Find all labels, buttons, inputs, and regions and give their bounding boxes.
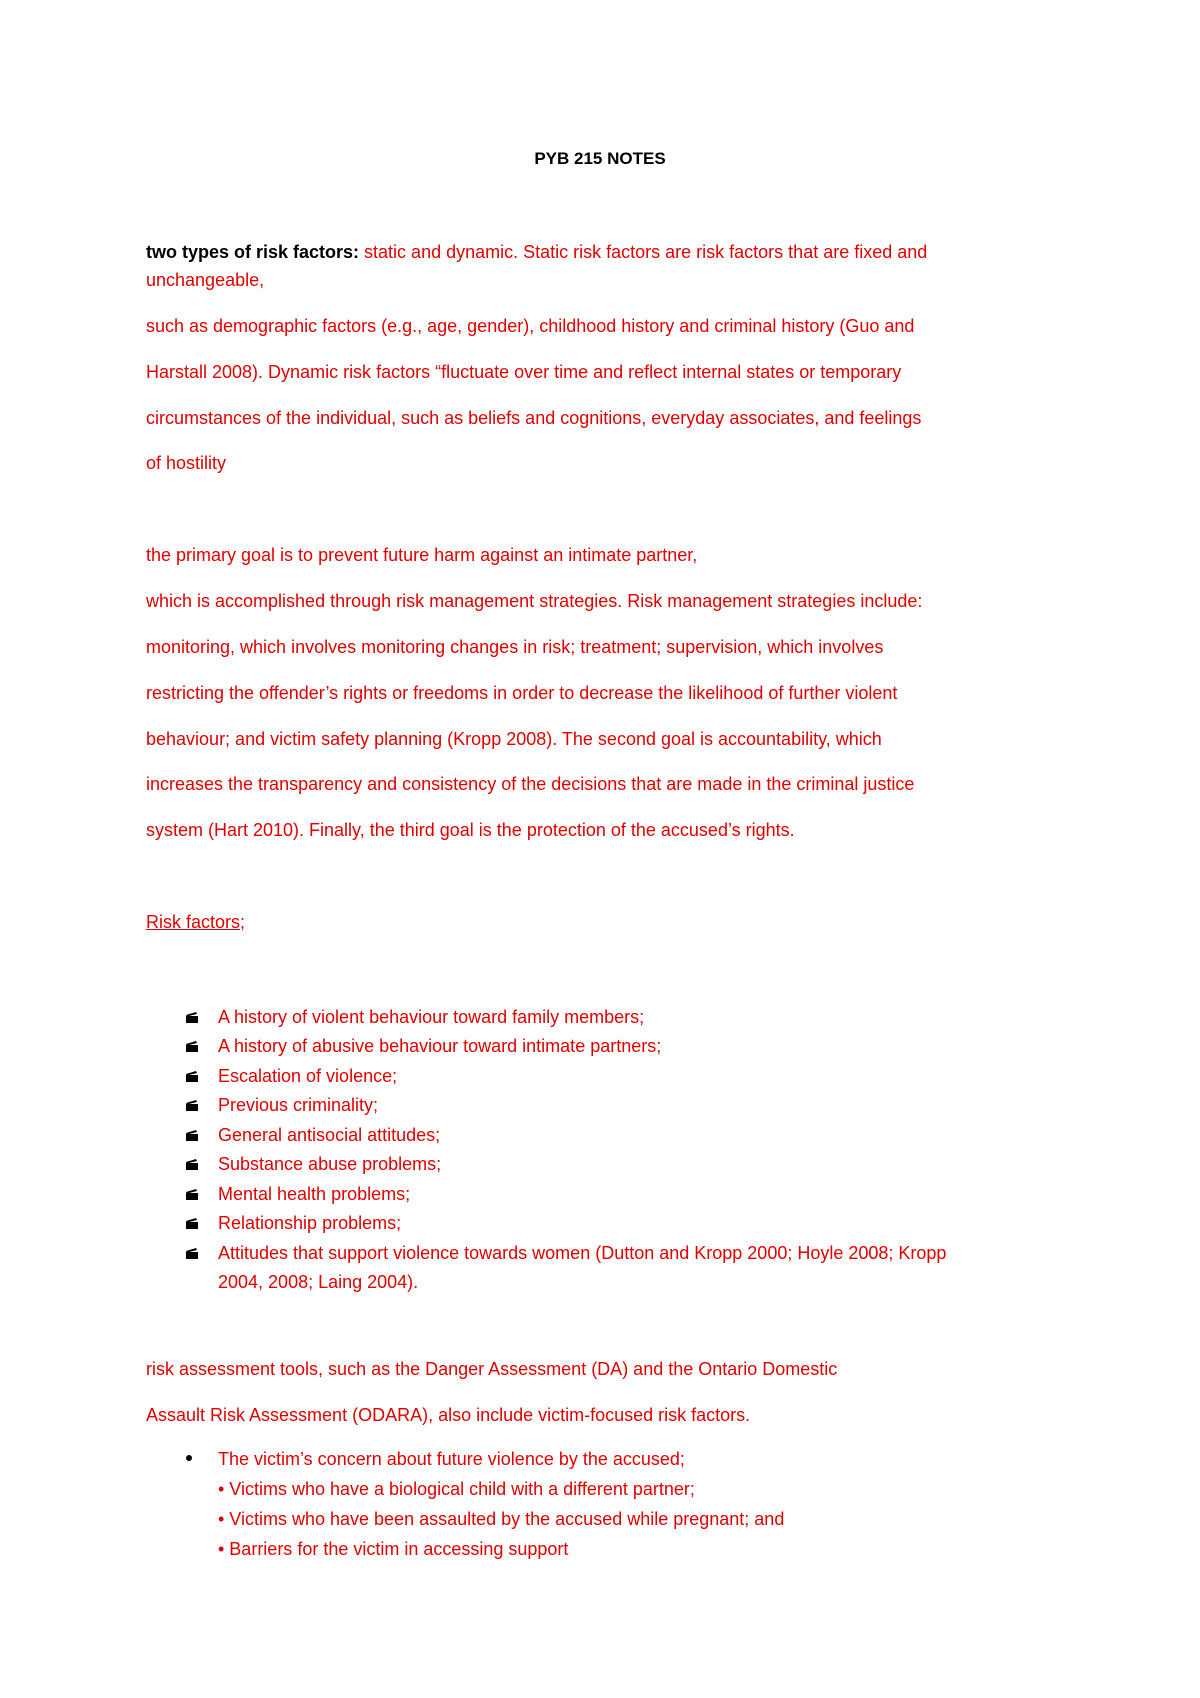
risk-factors-heading: Risk factors; bbox=[146, 912, 246, 932]
intro-line-3: such as demographic factors (e.g., age, gender), childhood history and criminal history (Guo and bbox=[146, 316, 915, 336]
tools-line-2: Assault Risk Assessment (ODARA), also include victim-focused risk factors. bbox=[146, 1405, 751, 1425]
clapperboard-bullet-icon bbox=[186, 1248, 198, 1259]
victim-factor-item: • Victims who have a biological child with a different partner; bbox=[218, 1479, 695, 1499]
tools-line-1: risk assessment tools, such as the Danger Assessment (DA) and the Ontario Domestic bbox=[146, 1359, 838, 1379]
clapperboard-bullet-icon bbox=[186, 1071, 198, 1082]
victim-factor-item: • Victims who have been assaulted by the accused while pregnant; and bbox=[218, 1509, 785, 1529]
goals-line-5: behaviour; and victim safety planning (Kropp 2008). The second goal is accountability, which bbox=[146, 729, 882, 749]
intro-lead-bold: two types of risk factors: bbox=[146, 242, 360, 262]
intro-line-1 bbox=[146, 240, 927, 264]
risk-factor-item: Attitudes that support violence towards women (Dutton and Kropp 2000; Hoyle 2008; Kropp bbox=[218, 1243, 947, 1263]
victim-factor-item: • Barriers for the victim in accessing support bbox=[218, 1539, 569, 1559]
clapperboard-bullet-icon bbox=[186, 1218, 198, 1229]
intro-line-6: of hostility bbox=[146, 453, 227, 473]
risk-factor-item: Relationship problems; bbox=[218, 1213, 402, 1233]
goals-line-6: increases the transparency and consistency of the decisions that are made in the criminal justice bbox=[146, 774, 915, 794]
risk-factor-item: A history of violent behaviour toward family members; bbox=[218, 1007, 645, 1027]
goals-line-3: monitoring, which involves monitoring changes in risk; treatment; supervision, which involves bbox=[146, 637, 884, 657]
clapperboard-bullet-icon bbox=[186, 1159, 198, 1170]
clapperboard-bullet-icon bbox=[186, 1012, 198, 1023]
clapperboard-bullet-icon bbox=[186, 1130, 198, 1141]
risk-factor-item: General antisocial attitudes; bbox=[218, 1125, 441, 1145]
clapperboard-bullet-icon bbox=[186, 1100, 198, 1111]
risk-factor-item: Escalation of violence; bbox=[218, 1066, 398, 1086]
intro-lead-rest: static and dynamic. Static risk factors are risk factors that are fixed and bbox=[359, 242, 928, 262]
victim-factor-item: The victim’s concern about future violence by the accused; bbox=[218, 1449, 685, 1469]
risk-factor-item: Previous criminality; bbox=[218, 1095, 379, 1115]
goals-line-7: system (Hart 2010). Finally, the third goal is the protection of the accused’s rights. bbox=[146, 820, 795, 840]
clapperboard-bullet-icon bbox=[186, 1041, 198, 1052]
intro-line-5: circumstances of the individual, such as beliefs and cognitions, everyday associates, and feelings bbox=[146, 408, 922, 428]
intro-line-2: unchangeable, bbox=[146, 270, 265, 290]
risk-factor-item: Mental health problems; bbox=[218, 1184, 411, 1204]
goals-line-1: the primary goal is to prevent future harm against an intimate partner, bbox=[146, 545, 698, 565]
risk-factor-item: Substance abuse problems; bbox=[218, 1154, 442, 1174]
document-title: PYB 215 NOTES bbox=[534, 149, 666, 168]
intro-line-4: Harstall 2008). Dynamic risk factors “fluctuate over time and reflect internal states or temporary bbox=[146, 362, 902, 382]
risk-factor-item-continued: 2004, 2008; Laing 2004). bbox=[218, 1272, 419, 1292]
risk-factor-item: A history of abusive behaviour toward intimate partners; bbox=[218, 1036, 662, 1056]
goals-line-4: restricting the offender’s rights or freedoms in order to decrease the likelihood of further violent bbox=[146, 683, 898, 703]
bullet-dot-icon bbox=[186, 1455, 192, 1461]
clapperboard-bullet-icon bbox=[186, 1189, 198, 1200]
goals-line-2: which is accomplished through risk management strategies. Risk management strategies include: bbox=[146, 591, 923, 611]
